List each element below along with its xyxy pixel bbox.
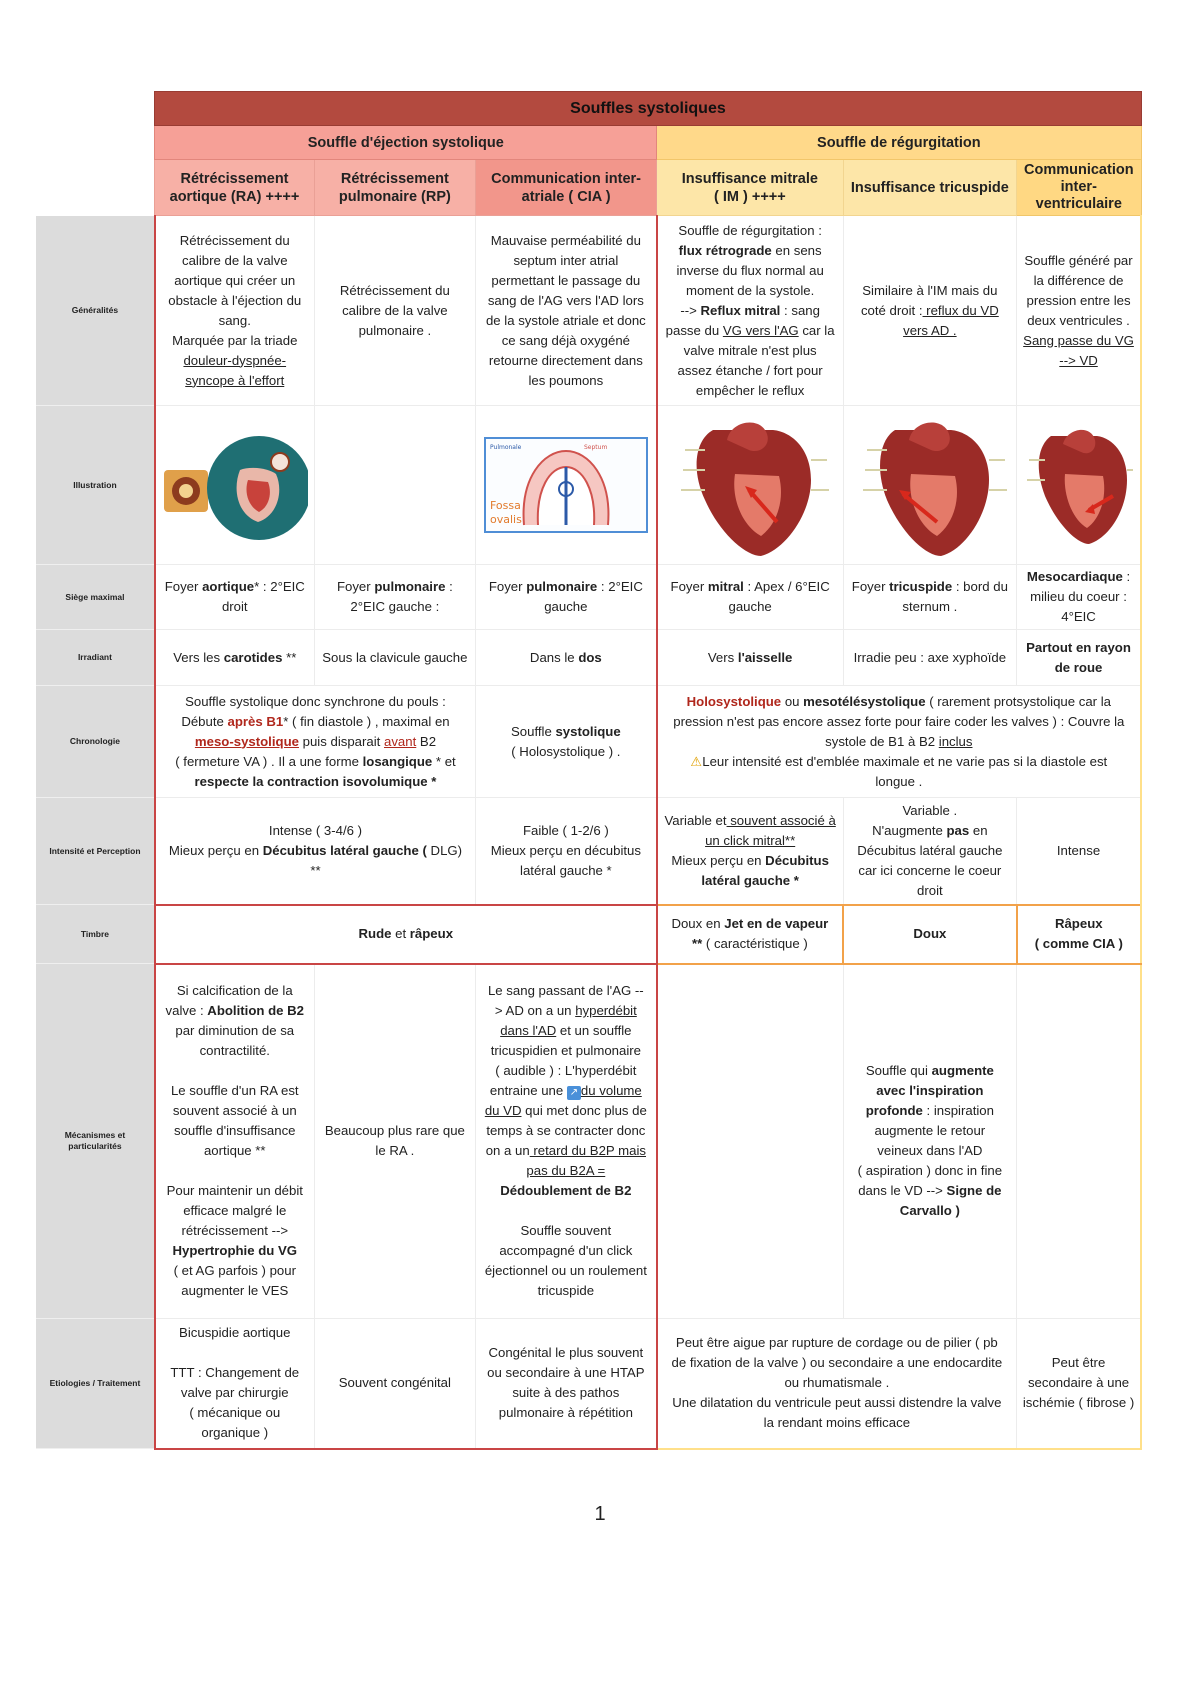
- cell-timbre-civ: Râpeux ( comme CIA ): [1017, 905, 1141, 964]
- col-header-it: Insuffisance tricuspide: [843, 160, 1016, 216]
- col-header-civ: Communication inter- ventriculaire: [1017, 160, 1141, 216]
- cell-mecanismes-ra: Si calcification de la valve : Abolition de B2 par diminution de sa contractilité. Le souffle d'un RA est souvent associé à un souffle d'insuffisance aortique ** Pour maintenir un débit efficace malgré le rétrécissement --> Hypertrophie du VG ( et AG parfois ) pour augmenter le VES: [155, 964, 314, 1319]
- col-header-rp: Rétrécissement pulmonaire (RP): [314, 160, 475, 216]
- cell-mecanismes-cia: Le sang passant de l'AG -- > AD on a un hyperdébit dans l'AD et un souffle tricuspidien et pulmonaire ( audible ) : L'hyperdébit entraine une ↗ du volume du VD qui met donc plus de temps à se contracter donc on a un retard du B2P mais pas du B2A = Dédoublement de B2 Souffle souvent accompagné d'un click éjectionnel ou un roulement tricuspide: [476, 964, 657, 1319]
- cell-intensite-civ: Intense: [1017, 798, 1141, 905]
- group-ejection: Souffle d'éjection systolique: [155, 126, 657, 160]
- arrow-up-right-icon: ↗: [567, 1086, 581, 1100]
- cell-irradiant-it: Irradie peu : axe xyphoïde: [843, 630, 1016, 686]
- row-header-irradiant: Irradiant: [36, 630, 155, 686]
- row-header-illustration: Illustration: [36, 406, 155, 565]
- warning-icon: ⚠: [690, 753, 703, 769]
- col-header-cia: Communication inter- atriale ( CIA ): [476, 160, 657, 216]
- cell-generalites-it: Similaire à l'IM mais du coté droit : reflux du VD vers AD .: [843, 216, 1016, 406]
- cell-siege-civ: Mesocardiaque : milieu du coeur : 4°EIC: [1017, 565, 1141, 630]
- cell-chronologie-regurgitation: Holosystolique ou mesotélésystolique ( rarement protsystolique car la pression n'est pas encore assez forte pour faire coder les valves ) : Couvre la systole de B1 à B2 inclus ⚠Leur intensité est d'emblée maximale et ne varie pas si la diastole est longue .: [657, 686, 1141, 798]
- cell-illustration-civ: [1017, 406, 1141, 565]
- row-header-etiologies: Etiologies / Traitement: [36, 1319, 155, 1449]
- cell-etiologies-ra: Bicuspidie aortique TTT : Changement de valve par chirurgie ( mécanique ou organique ): [155, 1319, 314, 1449]
- cell-intensite-it: Variable . N'augmente pas en Décubitus latéral gauche car ici concerne le coeur droit: [843, 798, 1016, 905]
- cell-siege-ra: Foyer aortique* : 2°EIC droit: [155, 565, 314, 630]
- row-header-generalites: Généralités: [36, 216, 155, 406]
- cell-generalites-cia: Mauvaise perméabilité du septum inter atrial permettant le passage du sang de l'AG vers l'AD lors de la systole atriale et donc ce sang déjà oxygéné retourne directement dans les poumons: [476, 216, 657, 406]
- cell-mecanismes-civ: [1017, 964, 1141, 1319]
- cell-irradiant-rp: Sous la clavicule gauche: [314, 630, 475, 686]
- cell-timbre-ejection: Rude et râpeux: [155, 905, 657, 964]
- cell-generalites-rp: Rétrécissement du calibre de la valve pulmonaire .: [314, 216, 475, 406]
- cell-generalites-civ: Souffle généré par la différence de pression entre les deux ventricules . Sang passe du VG --> VD: [1017, 216, 1141, 406]
- cell-illustration-ra: [155, 406, 314, 565]
- cell-etiologies-rp: Souvent congénital: [314, 1319, 475, 1449]
- group-regurgitation: Souffle de régurgitation: [657, 126, 1141, 160]
- col-header-im: Insuffisance mitrale ( IM ) ++++: [657, 160, 844, 216]
- table-title: Souffles systoliques: [155, 92, 1141, 126]
- cell-illustration-it: [843, 406, 1016, 565]
- cell-illustration-im: [657, 406, 844, 565]
- cell-chronologie-cia: Souffle systolique ( Holosystolique ) .: [476, 686, 657, 798]
- col-header-ra: Rétrécissement aortique (RA) ++++: [155, 160, 314, 216]
- svg-text:ovalis: ovalis: [489, 513, 522, 526]
- cell-timbre-it: Doux: [843, 905, 1016, 964]
- cell-intensite-ra-rp: Intense ( 3-4/6 ) Mieux perçu en Décubitus latéral gauche ( DLG) **: [155, 798, 476, 905]
- cell-siege-cia: Foyer pulmonaire : 2°EIC gauche: [476, 565, 657, 630]
- cell-chronologie-ra-rp: Souffle systolique donc synchrone du pouls : Débute après B1* ( fin diastole ) , maximal en meso-systolique puis disparait avant B2 ( fermeture VA ) . Il a une forme losangique * et respecte la contraction isovolumique *: [155, 686, 476, 798]
- heart-illustration: [1023, 420, 1135, 550]
- page-number: 1: [594, 1503, 606, 1525]
- cell-illustration-rp: [314, 406, 475, 565]
- row-header-intensite: Intensité et Perception: [36, 798, 155, 905]
- row-header-chronologie: Chronologie: [36, 686, 155, 798]
- row-header-timbre: Timbre: [36, 905, 155, 964]
- cell-mecanismes-rp: Beaucoup plus rare que le RA .: [314, 964, 475, 1319]
- cell-irradiant-ra: Vers les carotides **: [155, 630, 314, 686]
- row-header-mecanismes: Mécanismes et particularités: [36, 964, 155, 1319]
- cell-generalites-ra: Rétrécissement du calibre de la valve aortique qui créer un obstacle à l'éjection du sang. Marquée par la triade douleur-dyspnée- syncope à l'effort: [155, 216, 314, 406]
- cell-etiologies-civ: Peut être secondaire à une ischémie ( fibrose ): [1017, 1319, 1141, 1449]
- cell-etiologies-im-it: Peut être aigue par rupture de cordage ou de pilier ( pb de fixation de la valve ) ou secondaire a une endocardite ou rhumatismale . Une dilatation du ventricule peut aussi distendre la valve la rendant moins efficace: [657, 1319, 1017, 1449]
- svg-text:Pulmonale: Pulmonale: [489, 444, 522, 451]
- cell-mecanismes-im: [657, 964, 844, 1319]
- cell-mecanismes-it: Souffle qui augmente avec l'inspiration profonde : inspiration augmente le retour veineux dans l'AD ( aspiration ) donc in fine dans le VD --> Signe de Carvallo ): [843, 964, 1016, 1319]
- cell-timbre-im: Doux en Jet en de vapeur ** ( caractéristique ): [657, 905, 844, 964]
- svg-text:Fossa: Fossa: [489, 499, 521, 512]
- murmur-table: [36, 91, 1142, 1450]
- heart-illustration: [665, 410, 835, 560]
- cell-irradiant-civ: Partout en rayon de roue: [1017, 630, 1141, 686]
- heart-illustration: [484, 437, 648, 533]
- cell-irradiant-im: Vers l'aisselle: [657, 630, 844, 686]
- svg-text:Septum: Septum: [583, 444, 608, 451]
- cell-illustration-cia: [476, 406, 657, 565]
- cell-irradiant-cia: Dans le dos: [476, 630, 657, 686]
- cell-siege-im: Foyer mitral : Apex / 6°EIC gauche: [657, 565, 844, 630]
- cell-generalites-im: Souffle de régurgitation : flux rétrograde en sens inverse du flux normal au moment de la systole. --> Reflux mitral : sang passe du VG vers l'AG car la valve mitrale n'est plus assez étanche / fort pour empêcher le reflux: [657, 216, 844, 406]
- cell-intensite-im: Variable et souvent associé à un click mitral** Mieux perçu en Décubitus latéral gauche *: [657, 798, 844, 905]
- cell-siege-it: Foyer tricuspide : bord du sternum .: [843, 565, 1016, 630]
- cell-intensite-cia: Faible ( 1-2/6 ) Mieux perçu en décubitus latéral gauche *: [476, 798, 657, 905]
- heart-illustration: [851, 410, 1009, 560]
- heart-illustration: [162, 430, 308, 540]
- row-header-siege: Siège maximal: [36, 565, 155, 630]
- cell-etiologies-cia: Congénital le plus souvent ou secondaire à une HTAP suite à des pathos pulmonaire à répétition: [476, 1319, 657, 1449]
- cell-siege-rp: Foyer pulmonaire : 2°EIC gauche :: [314, 565, 475, 630]
